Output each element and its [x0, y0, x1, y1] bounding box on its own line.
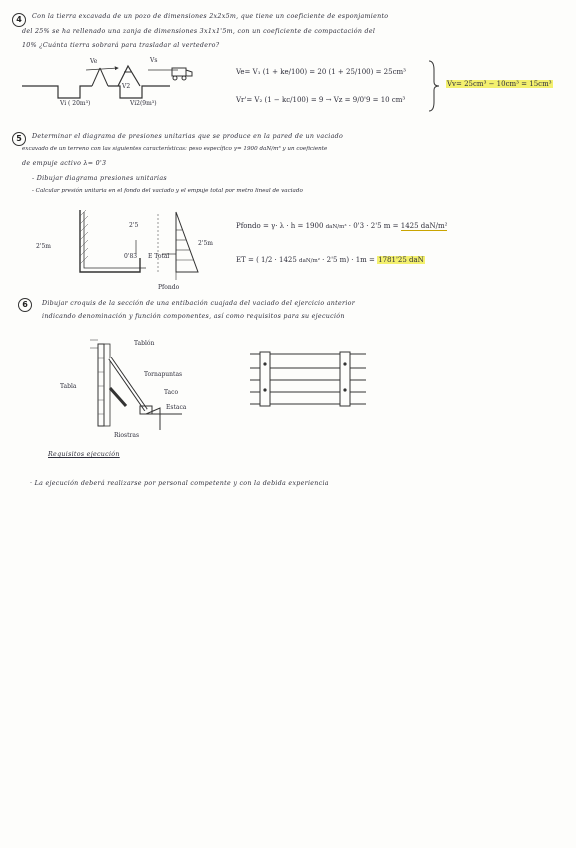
question-5-number: 5	[12, 132, 26, 146]
q5-bullet-2: - Calcular presión unitaria en el fondo del vaciado y el empuje total por metro lineal de vaciado	[32, 188, 303, 194]
q4-fig-v2-label: Vi2(9m³)	[130, 100, 157, 107]
q4-fig-vs-label: Vs	[150, 57, 158, 64]
q6-statement-line-2: indicando denominación y función componentes, así como requisitos para su ejecución	[42, 313, 345, 320]
q4-sketch	[20, 60, 210, 115]
q5-f1-result: 1425 daN/m²	[400, 222, 448, 230]
q4-answer	[446, 80, 553, 88]
q5-formula-pfondo	[236, 222, 447, 230]
q4-formula-2: Vr'= V₂ (1 − kc/100) = 9 → Vz = 9/0'9 = 10 cm³	[236, 96, 406, 104]
q4-fig-ve-label: Ve	[90, 58, 98, 65]
q4-formula-1: Ve= V₁ (1 + ke/100) = 20 (1 + 25/100) = 25cm³	[236, 68, 406, 76]
q4-brace	[428, 60, 440, 112]
q5-f2-left: ET = ( 1/2 · 1425	[236, 256, 297, 264]
q5-formula-etotal	[236, 256, 425, 264]
q4-answer-text: Vv= 25cm³ − 10cm³ = 15cm³	[447, 80, 552, 88]
q4-statement-line-1: Con la tierra excavada de un pozo de dimensiones 2x2x5m, que tiene un coeficiente de esponjamiento	[32, 13, 389, 20]
q5-f2-mid: · 2'5 m) · 1m =	[322, 256, 375, 264]
q5-height-left-label: 2'5m	[36, 243, 51, 250]
q4-statement-line-2: del 25% se ha rellenado una zanja de dimensiones 3x1x1'5m, con un coeficiente de compactación del	[22, 28, 376, 35]
q6-statement-line-1: Dibujar croquis de la sección de una entibación cuajada del vaciado del ejercicio anterior	[42, 300, 356, 307]
q5-f2-result: 1781'25 daN	[378, 256, 424, 264]
question-4-number: 4	[12, 13, 26, 27]
q6-tabla-label: Tabla	[60, 383, 77, 390]
question-6-number: 6	[18, 298, 32, 312]
q5-f2-unit: daN/m²	[299, 258, 320, 264]
q5-etotal-label: E Total	[148, 253, 170, 260]
q6-requirements-heading: Requisitos ejecución	[48, 451, 120, 458]
q6-requirements-text: · La ejecución deberá realizarse por personal competente y con la debida experiencia	[30, 480, 329, 487]
q5-f1-unit: daN/m³	[325, 224, 347, 230]
q6-shoring-elevation-sketch	[250, 350, 366, 408]
q5-statement-line-2: excavado de un terreno con las siguientes características: peso específico γ= 1900 daN/m³ y un coeficiente	[22, 146, 328, 152]
q5-f1-left: Pfondo = γ· λ · h = 1900	[236, 222, 324, 230]
q6-tablon-label: Tablón	[134, 340, 155, 347]
q6-shoring-section-sketch	[90, 338, 195, 433]
q5-pfondo-label: Pfondo	[158, 284, 180, 291]
q4-statement-line-3: 10% ¿Cuánta tierra sobrará para trasladar al vertedero?	[22, 42, 220, 49]
q5-statement-line-1: Determinar el diagrama de presiones unitarias que se produce en la pared de un vaciado	[32, 133, 344, 140]
q5-083-label: 0'83	[124, 253, 138, 260]
q5-bullet-1: - Dibujar diagrama presiones unitarias	[32, 175, 167, 182]
q5-height-right-label: 2'5m	[198, 240, 213, 247]
q5-f1-mid: · 0'3 · 2'5 m =	[348, 222, 399, 230]
q6-taco-label: Taco	[164, 389, 179, 396]
q6-riostras-label: Riostras	[114, 432, 140, 439]
q5-pressure-diagram	[60, 210, 200, 282]
q5-statement-line-3: de empuje activo λ= 0'3	[22, 160, 107, 167]
q6-estaca-label: Estaca	[166, 404, 187, 411]
q4-fig-v1-label: Vi ( 20m³)	[60, 100, 91, 107]
q5-height-top-label: 2'5	[129, 222, 139, 229]
q4-fig-v2b-label: V2	[122, 83, 131, 90]
q6-tornapuntas-label: Tornapuntas	[144, 371, 183, 378]
